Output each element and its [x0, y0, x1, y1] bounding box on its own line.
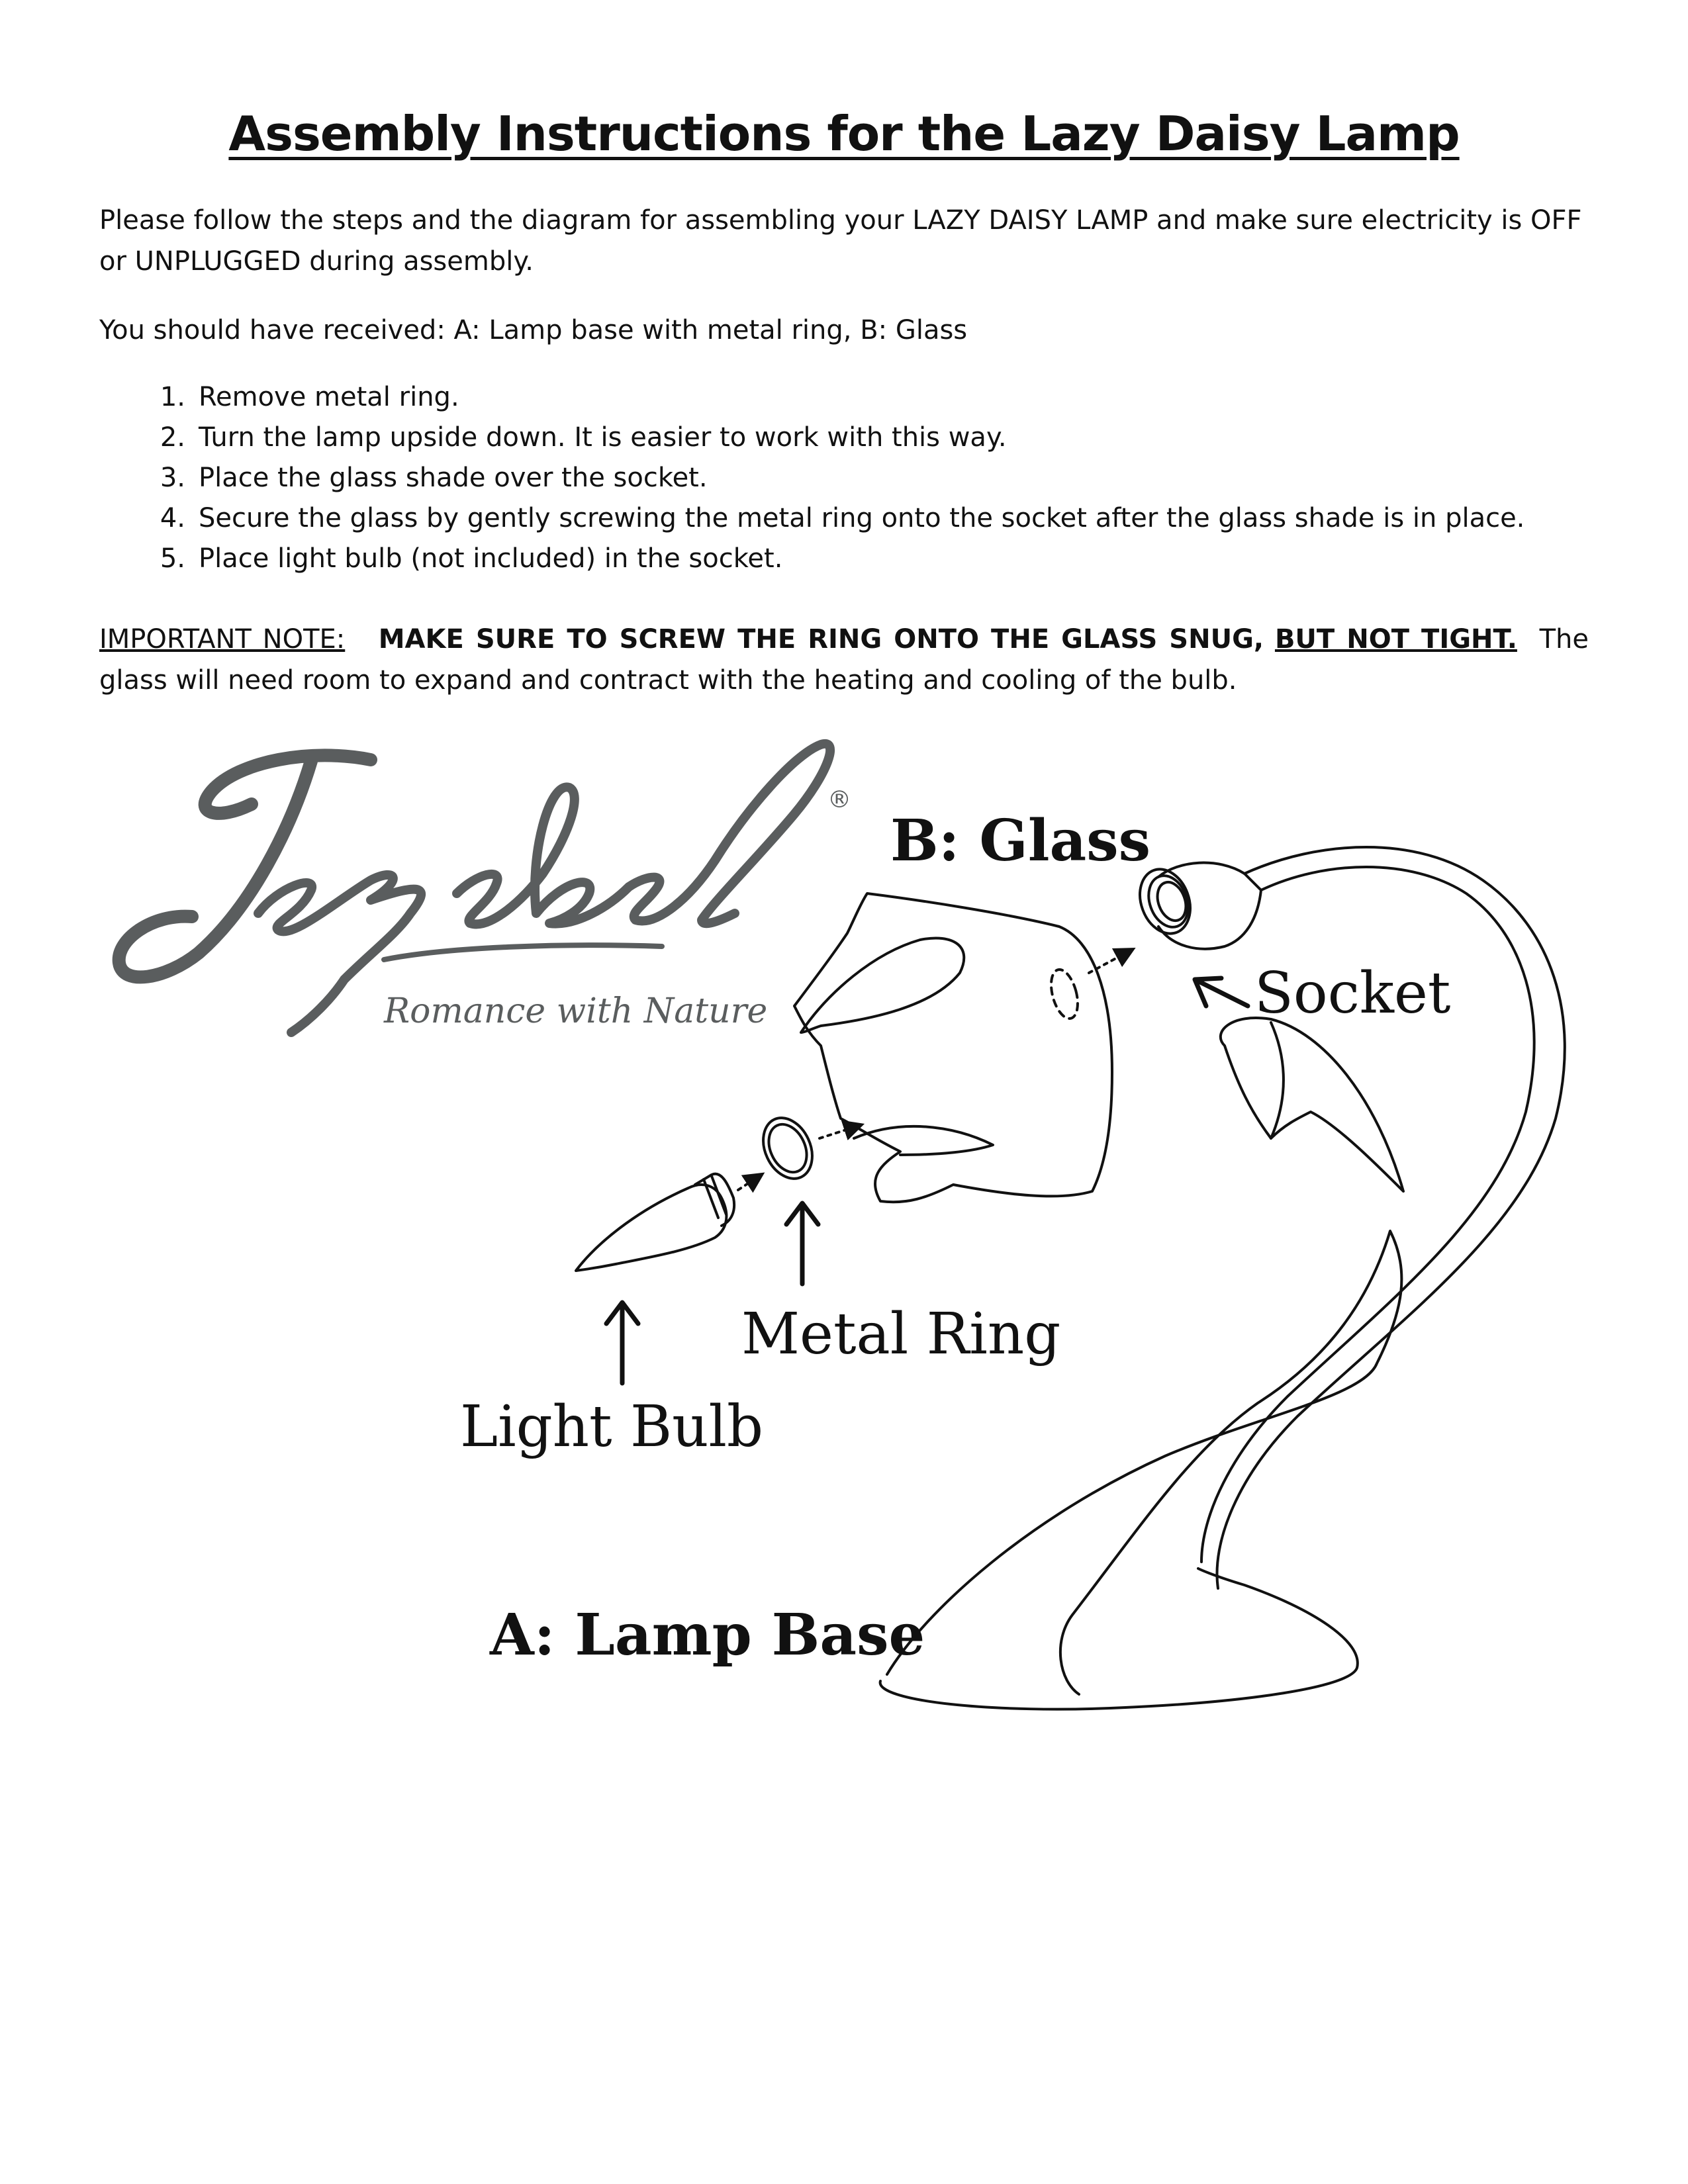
label-glass: B: Glass — [890, 807, 1151, 874]
assembly-diagram — [0, 715, 1688, 1747]
important-note-label: IMPORTANT NOTE: — [99, 624, 346, 655]
jezebel-logo — [0, 715, 851, 1032]
logo-script-body — [258, 744, 830, 1032]
step-5: Place light bulb (not included) in the socket. — [199, 543, 783, 574]
assembly-steps-list — [99, 377, 1688, 579]
important-note-emphasis-underlined: BUT NOT TIGHT. — [1274, 624, 1517, 655]
important-note-rest: The glass will need room to expand and contract with the heating and cooling of the bulb. — [99, 624, 1589, 696]
important-note — [99, 619, 1589, 701]
ring-to-glass-arrow — [820, 1125, 861, 1138]
intro-paragraph: Please follow the steps and the diagram for assembling your LAZY DAISY LAMP and make sure electricity is OFF or UNPLUGGED during assembly. — [99, 205, 1582, 277]
logo-underline-swoosh — [384, 945, 662, 960]
label-lamp-base: A: Lamp Base — [490, 1602, 925, 1668]
socket-pointer-arrow — [1195, 978, 1248, 1006]
glass-shade-illustration — [794, 893, 1132, 1202]
light-bulb-illustration — [576, 1174, 761, 1271]
important-note-emphasis: MAKE SURE TO SCREW THE RING ONTO THE GLASS SNUG, — [378, 624, 1264, 655]
step-4: Secure the glass by gently screwing the metal ring onto the socket after the glass shade is in place. — [199, 503, 1525, 533]
label-metal-ring: Metal Ring — [741, 1301, 1061, 1367]
step-2: Turn the lamp upside down. It is easier to work with this way. — [199, 422, 1007, 453]
step-1: Remove metal ring. — [199, 382, 459, 412]
glass-opening-dashed — [1047, 967, 1082, 1022]
received-items-paragraph: You should have received: A: Lamp base with metal ring, B: Glass — [99, 315, 968, 345]
step-3: Place the glass shade over the socket. — [199, 463, 708, 493]
label-light-bulb: Light Bulb — [460, 1394, 764, 1460]
page-title: Assembly Instructions for the Lazy Daisy Lamp — [228, 106, 1460, 161]
metal-ring-pointer-arrow — [786, 1203, 818, 1284]
logo-registered-mark: ® — [827, 786, 851, 813]
bulb-to-ring-arrow — [738, 1175, 761, 1190]
label-socket: Socket — [1254, 960, 1451, 1026]
light-bulb-pointer-arrow — [606, 1302, 638, 1383]
glass-to-socket-arrow — [1089, 950, 1132, 973]
logo-tagline: Romance with Nature — [384, 991, 768, 1031]
logo-swash-j — [119, 755, 371, 977]
